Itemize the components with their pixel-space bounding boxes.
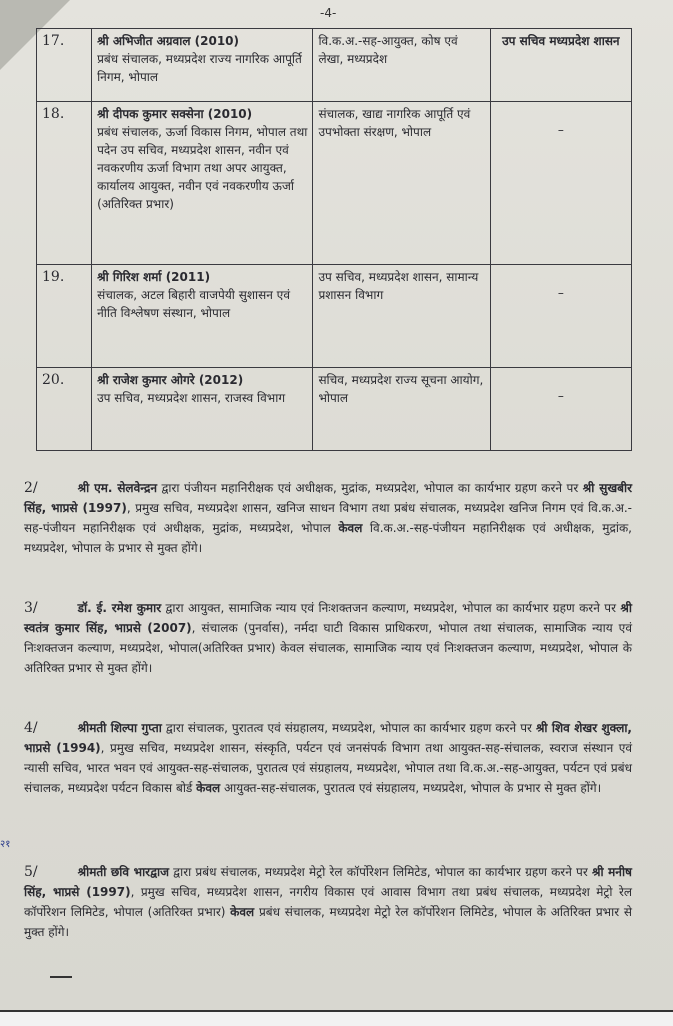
officer-name: श्रीमती छवि भारद्वाज <box>77 865 169 879</box>
transfer-table <box>36 28 632 451</box>
row-number: 18. <box>37 102 92 265</box>
paragraph-number: 3/ <box>24 600 38 616</box>
current-post: प्रबंध संचालक, मध्यप्रदेश राज्य नागरिक आपूर्ति निगम, भोपाल <box>97 52 302 84</box>
row-number: 17. <box>37 29 92 102</box>
paragraph-text: द्वारा संचालक, पुरातत्व एवं संग्रहालय, मध्यप्रदेश, भोपाल का कार्यभार ग्रहण करने पर <box>161 721 536 735</box>
officer-cell <box>92 368 313 451</box>
new-post: सचिव, मध्यप्रदेश राज्य सूचना आयोग, भोपाल <box>313 368 490 451</box>
current-post: संचालक, अटल बिहारी वाजपेयी सुशासन एवं नीति विश्लेषण संस्थान, भोपाल <box>97 288 290 320</box>
paragraph-text: , प्रमुख सचिव, मध्यप्रदेश शासन, संस्कृति, पर्यटन एवं जनसंपर्क विभाग तथा आयुक्त-सह-संचालक, स्वराज संस्थान एवं न्यासी सचिव, भारत भवन एवं आयुक्त-सह-संचालक, पुरातत्व एवं संग्रहालय, मध्यप्रदेश, भोपाल तथा वि.क.अ.-सह-आयुक्त, पर्यटन एवं प्रबंध संचालक, मध्यप्रदेश पर्यटन विकास बोर्ड <box>24 741 632 795</box>
rank-dash: – <box>557 389 564 403</box>
rank-cell <box>490 265 631 368</box>
current-post: उप सचिव, मध्यप्रदेश शासन, राजस्व विभाग <box>97 391 286 405</box>
officer-cell <box>92 102 313 265</box>
paragraph-2 <box>24 478 632 558</box>
paragraph-3 <box>24 598 632 678</box>
paragraph-number: 5/ <box>24 864 38 880</box>
officer-name: श्री मनीष सिंह, भाप्रसे (1997) <box>24 865 632 899</box>
page-number: -4- <box>320 6 337 20</box>
paragraph-text: प्रबंध संचालक, मध्यप्रदेश मेट्रो रेल कॉर्पोरेशन लिमिटेड, भोपाल के अतिरिक्त प्रभार से मुक्त होंगे। <box>24 905 632 939</box>
emphasis: केवल <box>230 905 255 919</box>
new-post: वि.क.अ.-सह-आयुक्त, कोष एवं लेखा, मध्यप्रदेश <box>313 29 490 102</box>
officer-name: डॉ. ई. रमेश कुमार <box>77 601 162 615</box>
paragraph-number: 2/ <box>24 480 38 496</box>
table-row <box>37 265 632 368</box>
rank-dash: – <box>557 123 564 137</box>
current-post: प्रबंध संचालक, ऊर्जा विकास निगम, भोपाल तथा पदेन उप सचिव, मध्यप्रदेश शासन, नवीन एवं नवकरणीय ऊर्जा विभाग तथा अपर आयुक्त, कार्यालय आयुक्त, नवीन एवं नवकरणीय ऊर्जा (अतिरिक्त प्रभार) <box>97 125 308 211</box>
officer-name: श्री शिव शेखर शुक्ला, भाप्रसे (1994) <box>24 721 632 755</box>
emphasis: केवल <box>196 781 221 795</box>
rank-cell: उप सचिव मध्यप्रदेश शासन <box>490 29 631 102</box>
paragraph-text: वि.क.अ.-सह-पंजीयन महानिरीक्षक एवं अधीक्षक, मुद्रांक, मध्यप्रदेश, भोपाल के प्रभार से मुक्त होंगे। <box>24 521 632 555</box>
table-row <box>37 368 632 451</box>
paragraph-number: 4/ <box>24 720 38 736</box>
paragraph-text: , प्रमुख सचिव, मध्यप्रदेश शासन, खनिज साधन विभाग तथा प्रबंध संचालक, मध्यप्रदेश खनिज निगम एवं वि.क.अ.-सह-पंजीयन महानिरीक्षक एवं अधीक्षक, मुद्रांक, मध्यप्रदेश, भोपाल <box>24 501 633 535</box>
rank-cell <box>490 368 631 451</box>
officer-cell <box>92 29 313 102</box>
officer-name: श्री राजेश कुमार ओगरे (2012) <box>97 373 244 387</box>
table-row <box>37 29 632 102</box>
officer-name: श्री गिरिश शर्मा (2011) <box>97 270 211 284</box>
table-row <box>37 102 632 265</box>
new-post: उप सचिव, मध्यप्रदेश शासन, सामान्य प्रशासन विभाग <box>313 265 490 368</box>
officer-name: श्री सुखबीर सिंह, भाप्रसे (1997) <box>24 481 633 515</box>
paragraph-text: द्वारा प्रबंध संचालक, मध्यप्रदेश मेट्रो रेल कॉर्पोरेशन लिमिटेड, भोपाल का कार्यभार ग्रहण करने पर <box>169 865 592 879</box>
officer-name: श्रीमती शिल्पा गुप्ता <box>77 721 162 735</box>
paragraph-text: द्वारा आयुक्त, सामाजिक न्याय एवं निःशक्तजन कल्याण, मध्यप्रदेश, भोपाल का कार्यभार ग्रहण करने पर <box>161 601 621 615</box>
margin-annotation: २१ <box>0 839 11 850</box>
paragraph-text: , संचालक (पुनर्वास), नर्मदा घाटी विकास प्राधिकरण, भोपाल तथा संचालक, सामाजिक न्याय एवं निःशक्तजन कल्याण, मध्यप्रदेश, भोपाल(अतिरिक्त प्रभार) केवल संचालक, सामाजिक न्याय एवं निःशक्तजन कल्याण, मध्यप्रदेश, भोपाल के अतिरिक्त प्रभार से मुक्त होंगे। <box>24 621 632 675</box>
officer-cell <box>92 265 313 368</box>
officer-name: श्री दीपक कुमार सक्सेना (2010) <box>97 107 253 121</box>
paragraph-4 <box>24 718 632 798</box>
paragraph-text: , प्रमुख सचिव, मध्यप्रदेश शासन, नगरीय विकास एवं आवास विभाग तथा प्रबंध संचालक, मध्यप्रदेश मेट्रो रेल कॉर्पोरेशन लिमिटेड, भोपाल (अतिरिक्त प्रभार) <box>24 885 633 919</box>
row-number: 20. <box>37 368 92 451</box>
officer-name: श्री अभिजीत अग्रवाल (2010) <box>97 34 239 48</box>
row-number: 19. <box>37 265 92 368</box>
new-post: संचालक, खाद्य नागरिक आपूर्ति एवं उपभोक्ता संरक्षण, भोपाल <box>313 102 490 265</box>
emphasis: केवल <box>338 521 363 535</box>
paragraph-5 <box>24 862 632 942</box>
rank-dash: – <box>557 286 564 300</box>
officer-name: श्री एम. सेलवेन्द्रन <box>77 481 157 495</box>
underline-mark <box>50 976 72 978</box>
rank-cell <box>490 102 631 265</box>
paragraph-text: द्वारा पंजीयन महानिरीक्षक एवं अधीक्षक, मुद्रांक, मध्यप्रदेश, भोपाल का कार्यभार ग्रहण करने पर <box>156 481 583 495</box>
officer-name: श्री स्वतंत्र कुमार सिंह, भाप्रसे (2007) <box>24 601 632 635</box>
paragraph-text: आयुक्त-सह-संचालक, पुरातत्व एवं संग्रहालय, मध्यप्रदेश, भोपाल के प्रभार से मुक्त होंगे। <box>220 781 602 795</box>
